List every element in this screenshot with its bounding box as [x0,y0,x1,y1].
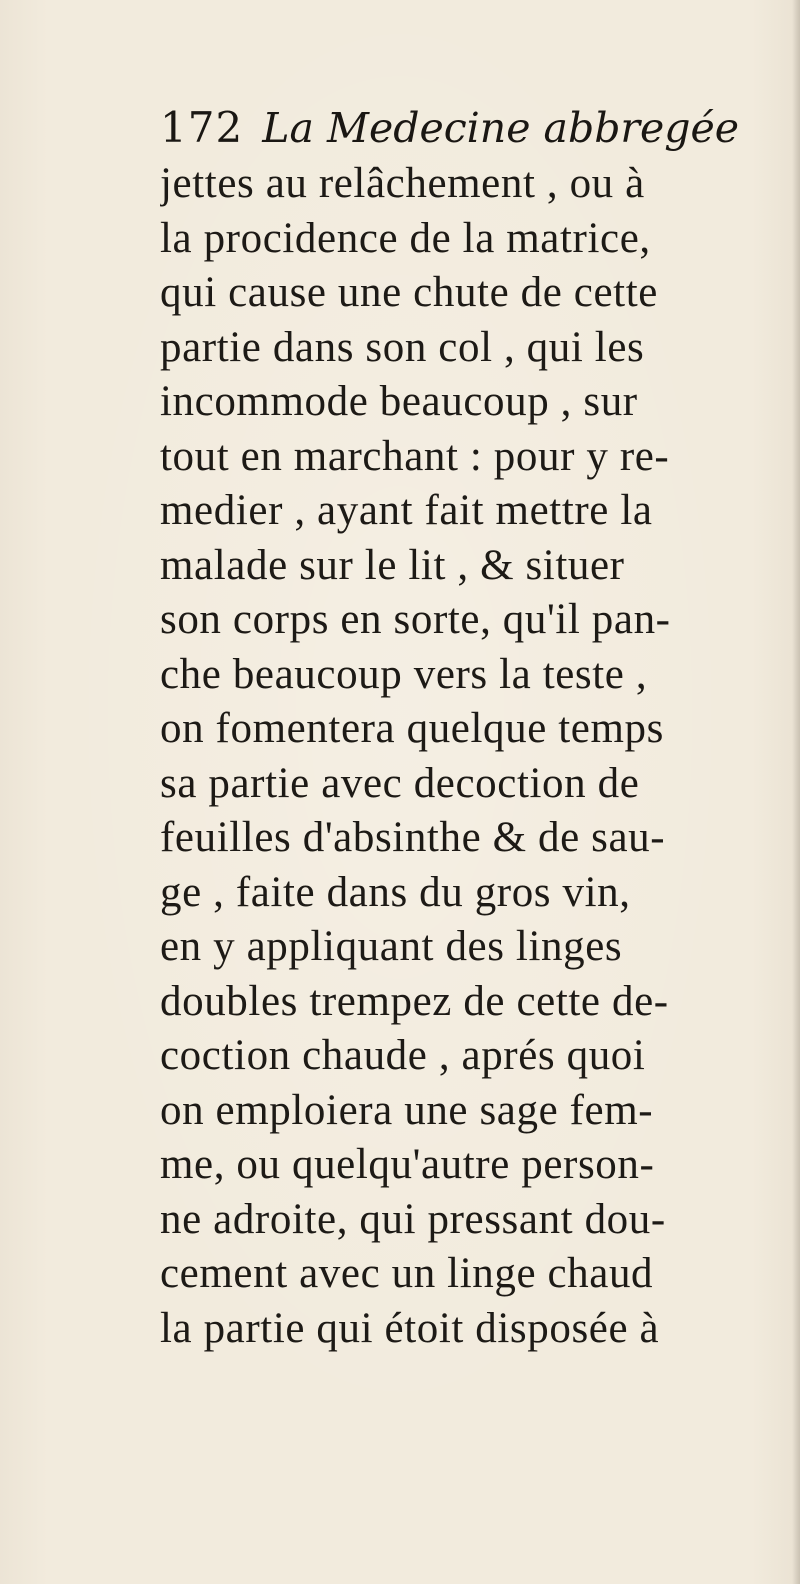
text-line: medier , ayant fait mettre la [160,487,653,534]
page-header [160,103,750,163]
text-line: partie dans son col , qui les [160,323,645,371]
text-line: sa partie avec decoction de [160,759,640,807]
text-line: la partie qui étoit disposée à [160,1304,660,1352]
text-line: me, ou quelqu'autre person- [160,1141,655,1188]
text-line: tout en marchant : pour y re- [160,432,670,480]
text-line: son corps en sorte, qu'il pan- [160,596,671,643]
running-title: La Medecine abbregée [262,104,740,152]
text-line: che beaucoup vers la teste , [160,650,648,698]
page-edge-shadow [792,0,800,1584]
text-line: feuilles d'absinthe & de sau- [160,814,666,861]
text-line: ne adroite, qui pressant dou- [160,1195,666,1243]
text-line: on fomentera quelque temps [160,705,664,752]
text-line: ge , faite dans du gros vin, [160,868,631,916]
text-line: on emploiera une sage fem- [160,1086,654,1134]
text-line: doubles trempez de cette de- [160,977,669,1025]
text-line: la procidence de la matrice, [160,214,651,262]
text-line: qui cause une chute de cette [160,269,658,316]
text-line: en y appliquant des linges [160,923,623,970]
page-number: 172 [160,103,244,152]
text-line: malade sur le lit , & situer [160,541,625,589]
text-line: jettes au relâchement , ou à [160,160,645,207]
text-line: incommode beaucoup , sur [160,378,638,425]
text-line: cement avec un linge chaud [160,1250,654,1297]
text-line: coction chaude , aprés quoi [160,1032,646,1079]
body-text [160,157,760,1356]
